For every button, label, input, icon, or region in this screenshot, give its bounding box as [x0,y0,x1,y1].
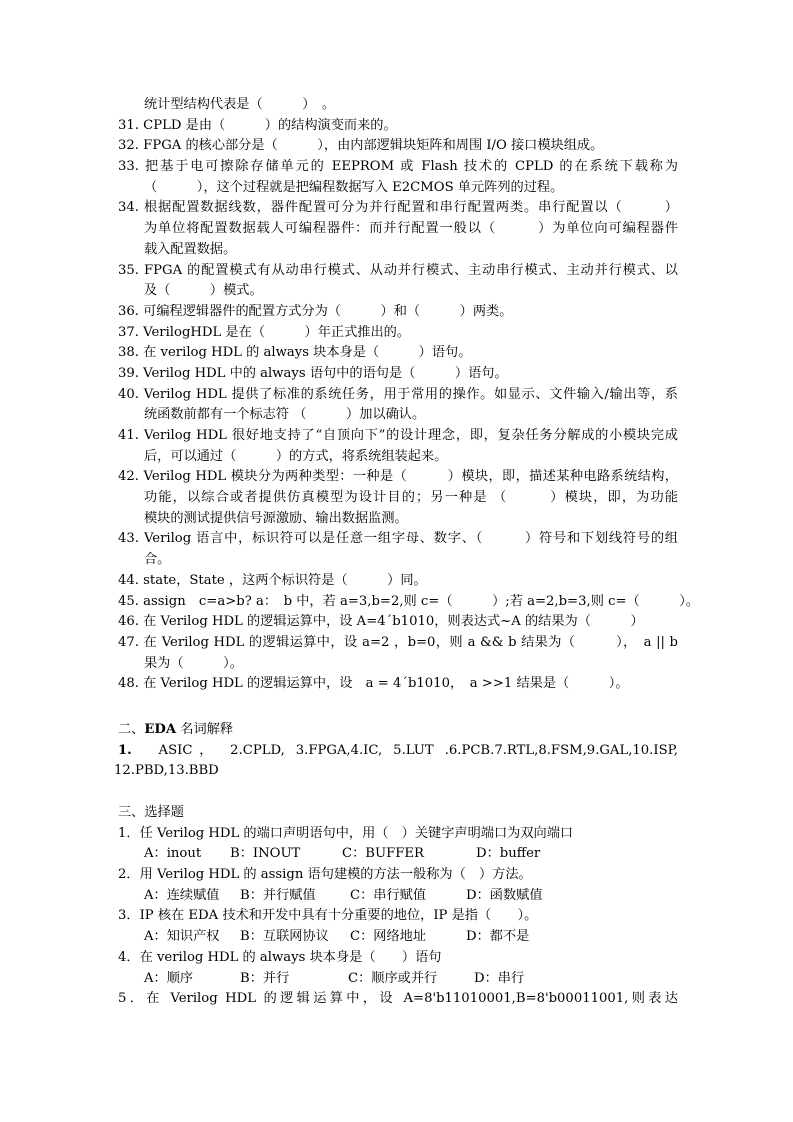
terms-line-1: 1. ASIC， 2.CPLD, 3.FPGA,4.IC, 5.LUT .6.PCB.7.RTL,8.FSM,9.GAL,10.ISP, [118,742,678,758]
question-37: 37. VerilogHDL 是在（ ）年正式推出的。 [118,324,411,340]
question-48: 48. 在 Verilog HDL 的逻辑运算中，设 a = 4ˊb1010， a >>1 结果是（ ）。 [118,676,629,692]
terms-line-2: 12.PBD,13.BBD [114,763,219,779]
question-31: 31. CPLD 是由（ ）的结构演变而来的。 [118,117,397,133]
question-44: 44. state，State ，这两个标识符是（ ）同。 [118,572,427,588]
option-a: A：顺序 [144,970,194,986]
question-43: 43. Verilog 语言中，标识符可以是任意一组字母、数字、（ ）符号和下划线符号的组 [118,531,678,547]
choice-question-1: 1．任 Verilog HDL 的端口声明语句中，用（ ）关键字声明端口为双向端口 [118,825,574,841]
option-d: D：都不是 [466,929,530,945]
question-47-cont: 果为（ ）。 [144,655,243,671]
section-terms [114,720,678,782]
question-41: 41. Verilog HDL 很好地支持了“自顶向下”的设计理念，即，复杂任务分解成的小模块完成 [118,428,678,443]
question-45: 45. assign c=a>b? a： b 中，若 a=3,b=2,则 c=（ ）;若 a=2,b=3,则 c=（ ）。 [118,593,700,609]
question-34-cont2: 载入配置数据。 [144,241,237,257]
option-c: C：顺序或并行 [348,970,438,986]
question-34-cont: 为单位将配置数据载人可编程器件：而并行配置一般以（ ）为单位向可编程器件 [144,221,678,237]
question-40: 40. Verilog HDL 提供了标准的系统任务，用于常用的操作。如显示、文件输入/输出等，系 [118,386,678,402]
option-c: C：串行赋值 [350,887,427,903]
question-32: 32. FPGA 的核心部分是（ ），由内部逻辑块矩阵和周围 I/O 接口模块组成。 [118,138,604,154]
option-d: D：buffer [476,846,541,862]
question-47: 47. 在 Verilog HDL 的逻辑运算中，设 a=2 ，b=0，则 a && b 结果为（ ）， a || b [118,634,678,650]
choice-options-4 [118,969,678,990]
option-b: B：INOUT [230,846,301,862]
option-c: C：BUFFER [342,846,424,862]
question-38: 38. 在 verilog HDL 的 always 块本身是（ ）语句。 [118,345,472,361]
section-heading: 三、选择题 [118,805,184,820]
question-35-cont: 及（ ）模式。 [144,283,263,299]
question-34: 34. 根据配置数据线数，器件配置可分为并行配置和串行配置两类。串行配置以（ ） [118,200,678,216]
choice-question-2: 2．用 Verilog HDL 的 assign 语句建模的方法一般称为（ ）方法。 [118,867,532,883]
choice-options-1 [118,844,678,865]
option-b: B：并行 [240,970,290,986]
section-heading: 二、EDA 名词解释 [118,722,234,737]
fill-in-questions [118,95,700,695]
choice-options-2 [118,886,678,907]
question-33: 33. 把基于电可擦除存储单元的 EEPROM 或 Flash 技术的 CPLD 的在系统下载称为 [118,159,678,175]
question-42-cont2: 模块的测试提供信号源激励、输出数据监测。 [144,510,408,526]
choice-question-5: 5．在 Verilog HDL 的逻辑运算中，设 A=8'b11010001,B=8'b00011001,则表达 [118,991,678,1007]
option-a: A：知识产权 [144,929,220,945]
question-39: 39. Verilog HDL 中的 always 语句中的语句是（ ）语句。 [118,365,508,381]
option-b: B：并行赋值 [240,887,316,903]
question-42: 42. Verilog HDL 模块分为两种类型：一种是（ ）模块，即，描述某种电路系统结构， [118,469,678,485]
question-41-cont: 后，可以通过（ ）的方式，将系统组装起来。 [144,448,448,464]
choice-options-3 [118,927,678,948]
question-40-cont: 统函数前都有一个标志符 （ ）加以确认。 [144,407,426,423]
question-35: 35. FPGA 的配置模式有从动串行模式、从动并行模式、主动串行模式、主动并行模式、以 [118,262,678,278]
question-36: 36. 可编程逻辑器件的配置方式分为（ ）和（ ）两类。 [118,303,513,319]
section-choice [118,803,678,1010]
option-c: C：网络地址 [350,929,427,945]
option-a: A：连续赋值 [144,887,220,903]
option-a: A：inout [144,846,202,862]
question-46: 46. 在 Verilog HDL 的逻辑运算中，设 A=4ˊb1010，则表达式~A 的结果为（ ） [118,614,644,630]
question-42-cont: 功能，以综合或者提供仿真模型为设计目的；另一种是 （ ）模块，即，为功能 [144,490,678,506]
option-d: D：函数赋值 [466,887,543,903]
option-d: D：串行 [474,970,525,986]
choice-question-4: 4．在 verilog HDL 的 always 块本身是（ ）语句 [118,949,442,965]
option-b: B：互联网协议 [240,929,329,945]
question-43-cont: 合。 [144,552,171,568]
choice-question-3: 3．IP 核在 EDA 技术和开发中具有十分重要的地位，IP 是指（ ）。 [118,908,538,924]
question-continuation: 统计型结构代表是（ ） 。 [144,97,336,112]
question-33-cont: （ ），这个过程就是把编程数据写入 E2CMOS 单元阵列的过程。 [144,179,564,195]
